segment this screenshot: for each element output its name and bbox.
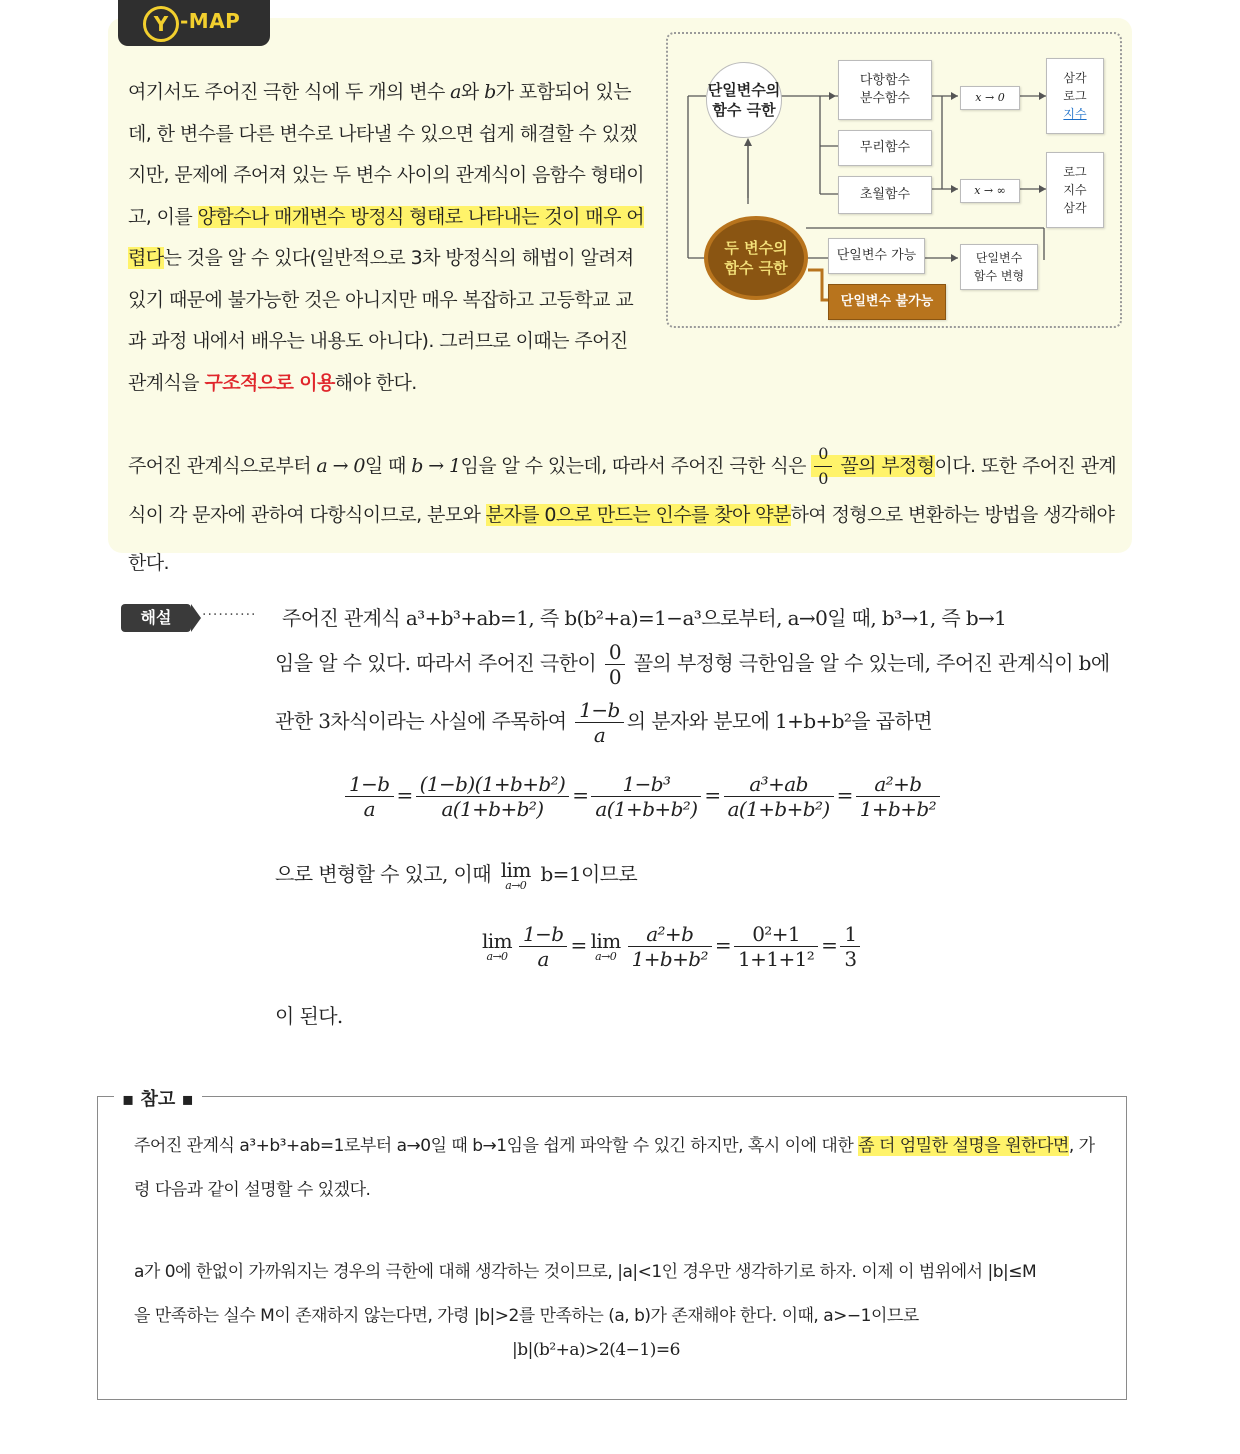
ymap-paragraph-1: 여기서도 주어진 극한 식에 두 개의 변수 a와 b가 포함되어 있는 데, 한 변수를 다른 변수로 나타낼 수 있으면 쉽게 해결할 수 있겠지만, 문제에 주어져 있는 두 변수 사이의 관계식이 음함수 형태이고, 이를 양함수나 매개변수 방정식 형태로 나타내는 것이 매우 어렵다는 것을 알 수 있다(일반적으로 3차 방정식의 해법이 알려져 있기 때문에 불가능한 것은 아니지만 매우 복잡하고 고등학교 교과 과정 내에서 배우는 내용도 아니다). 그러므로 이때는 주어진 관계식을 구조적으로 이용해야 한다. [128,81,645,394]
ymap-title: -MAP [180,9,241,33]
node-result-trig-log-exp: 삼각 로그 지수 [1046,58,1104,134]
node-single-var-limit: 단일변수의 함수 극한 [706,62,782,138]
node-polynomial-rational: 다항함수 분수함수 [838,60,932,120]
concept-diagram [666,32,1122,328]
solution-dots: ·········· [202,607,257,623]
highlight-cancel-factor: 분자를 0으로 만드는 인수를 찾아 약분 [485,504,791,526]
node-irrational: 무리함수 [838,130,932,166]
note-paragraph-1: 주어진 관계식 a³+b³+ab=1로부터 a→0일 때 b→1임을 쉽게 파악할 수 있긴 하지만, 혹시 이에 대한 좀 더 엄밀한 설명을 원한다면, 가령 다음과 같이 설명할 수 있겠다. [134,1136,1095,1200]
note-paragraph-2: a가 0에 한없이 가까워지는 경우의 극한에 대해 생각하는 것이므로, |a|<1인 경우만 생각하기로 하자. 이제 이 범위에서 |b|≤M 을 만족하는 실수 M이 존재하지 않는다면, 가령 |b|>2를 만족하는 (a, b)가 존재해야 한다. 이때, a>−1이므로 [134,1262,1037,1326]
solution-badge: 해설 [121,604,191,632]
highlight-explicit-hard: 양함수나 매개변수 방정식 형태로 나타내는 것이 매우 어렵다 [128,205,645,269]
solution-badge-arrow [191,604,201,632]
solution-line-5: 이 된다. [275,1004,343,1028]
solution-line-1: 주어진 관계식 a³+b³+ab=1, 즉 b(b²+a)=1−a³으로부터, a→0일 때, b³→1, 즉 b→1 [282,606,1007,630]
node-cond-x-to-0: x → 0 [960,86,1020,110]
solution-line-4: 으로 변형할 수 있고, 이때 lim a→0 b=1이므로 [275,857,638,892]
node-result-log-exp-trig: 로그 지수 삼각 [1046,152,1104,228]
solution-line-2: 임을 알 수 있다. 따라서 주어진 극한이 $\frac{0}{0}$ 꼴의 부정형 극한임을 알 수 있는데, 주어진 관계식이 b에 [275,640,1110,689]
solution-equation-2: lim a→0 $\frac{1-b}{a}$ = lim a→0 $\frac{\text{a²+b}}{\text{1+b+b²}}$ = $\frac{\text{0²+1}}{\text{1+1+1²}}$ = $\frac{1}{3}$ [478,922,863,971]
note-label: ▪ 참고 ▪ [114,1085,202,1111]
note-inequality: |b|(b²+a)>2(4−1)=6 [512,1340,680,1360]
ymap-logo-icon: Y [143,6,179,42]
highlight-structural-use: 구조적으로 이용 [204,371,335,394]
ymap-paragraph-2: 주어진 관계식으로부터 a → 0일 때 b → 1임을 알 수 있는데, 따라서 주어진 극한 식은 $\frac{0}{0}$ 꼴의 부정형이다. 또한 주어진 관계식이 각 문자에 관하여 다항식이므로, 분모와 분자를 0으로 만드는 인수를 찾아 약분하여 정형으로 변환하는 방법을 생각해야 한다. [128,444,1117,574]
solution-equation-1: $\frac{1-b}{a}$ = $\frac{\text{(1−b)(1+b+b²)}}{\text{a(1+b+b²)}}$ = $\frac{\text{1−b³}}{\text{a(1+b+b²)}}$ = $\frac{\text{a³+ab}}{\text{a(1+b+b²)}}$ = $\frac{\text{a²+b}}{\text{1+b+b²}}$ [342,772,943,821]
solution-line-3: 관한 3차식이라는 사실에 주목하여 $\frac{1-b}{a}$ 의 분자와 분모에 1+b+b²을 곱하면 [275,698,932,747]
node-two-var-limit: 두 변수의 함수 극한 [704,216,808,300]
node-cond-x-to-inf: x → ∞ [960,179,1020,203]
node-transcendental: 초월함수 [838,176,932,214]
node-single-var-possible: 단일변수 가능 [828,238,925,274]
node-single-var-impossible: 단일변수 불가능 [828,284,946,320]
highlight-rigorous: 좀 더 엄밀한 설명을 원한다면 [858,1136,1069,1156]
node-single-var-transform: 단일변수 함수 변형 [960,244,1038,290]
